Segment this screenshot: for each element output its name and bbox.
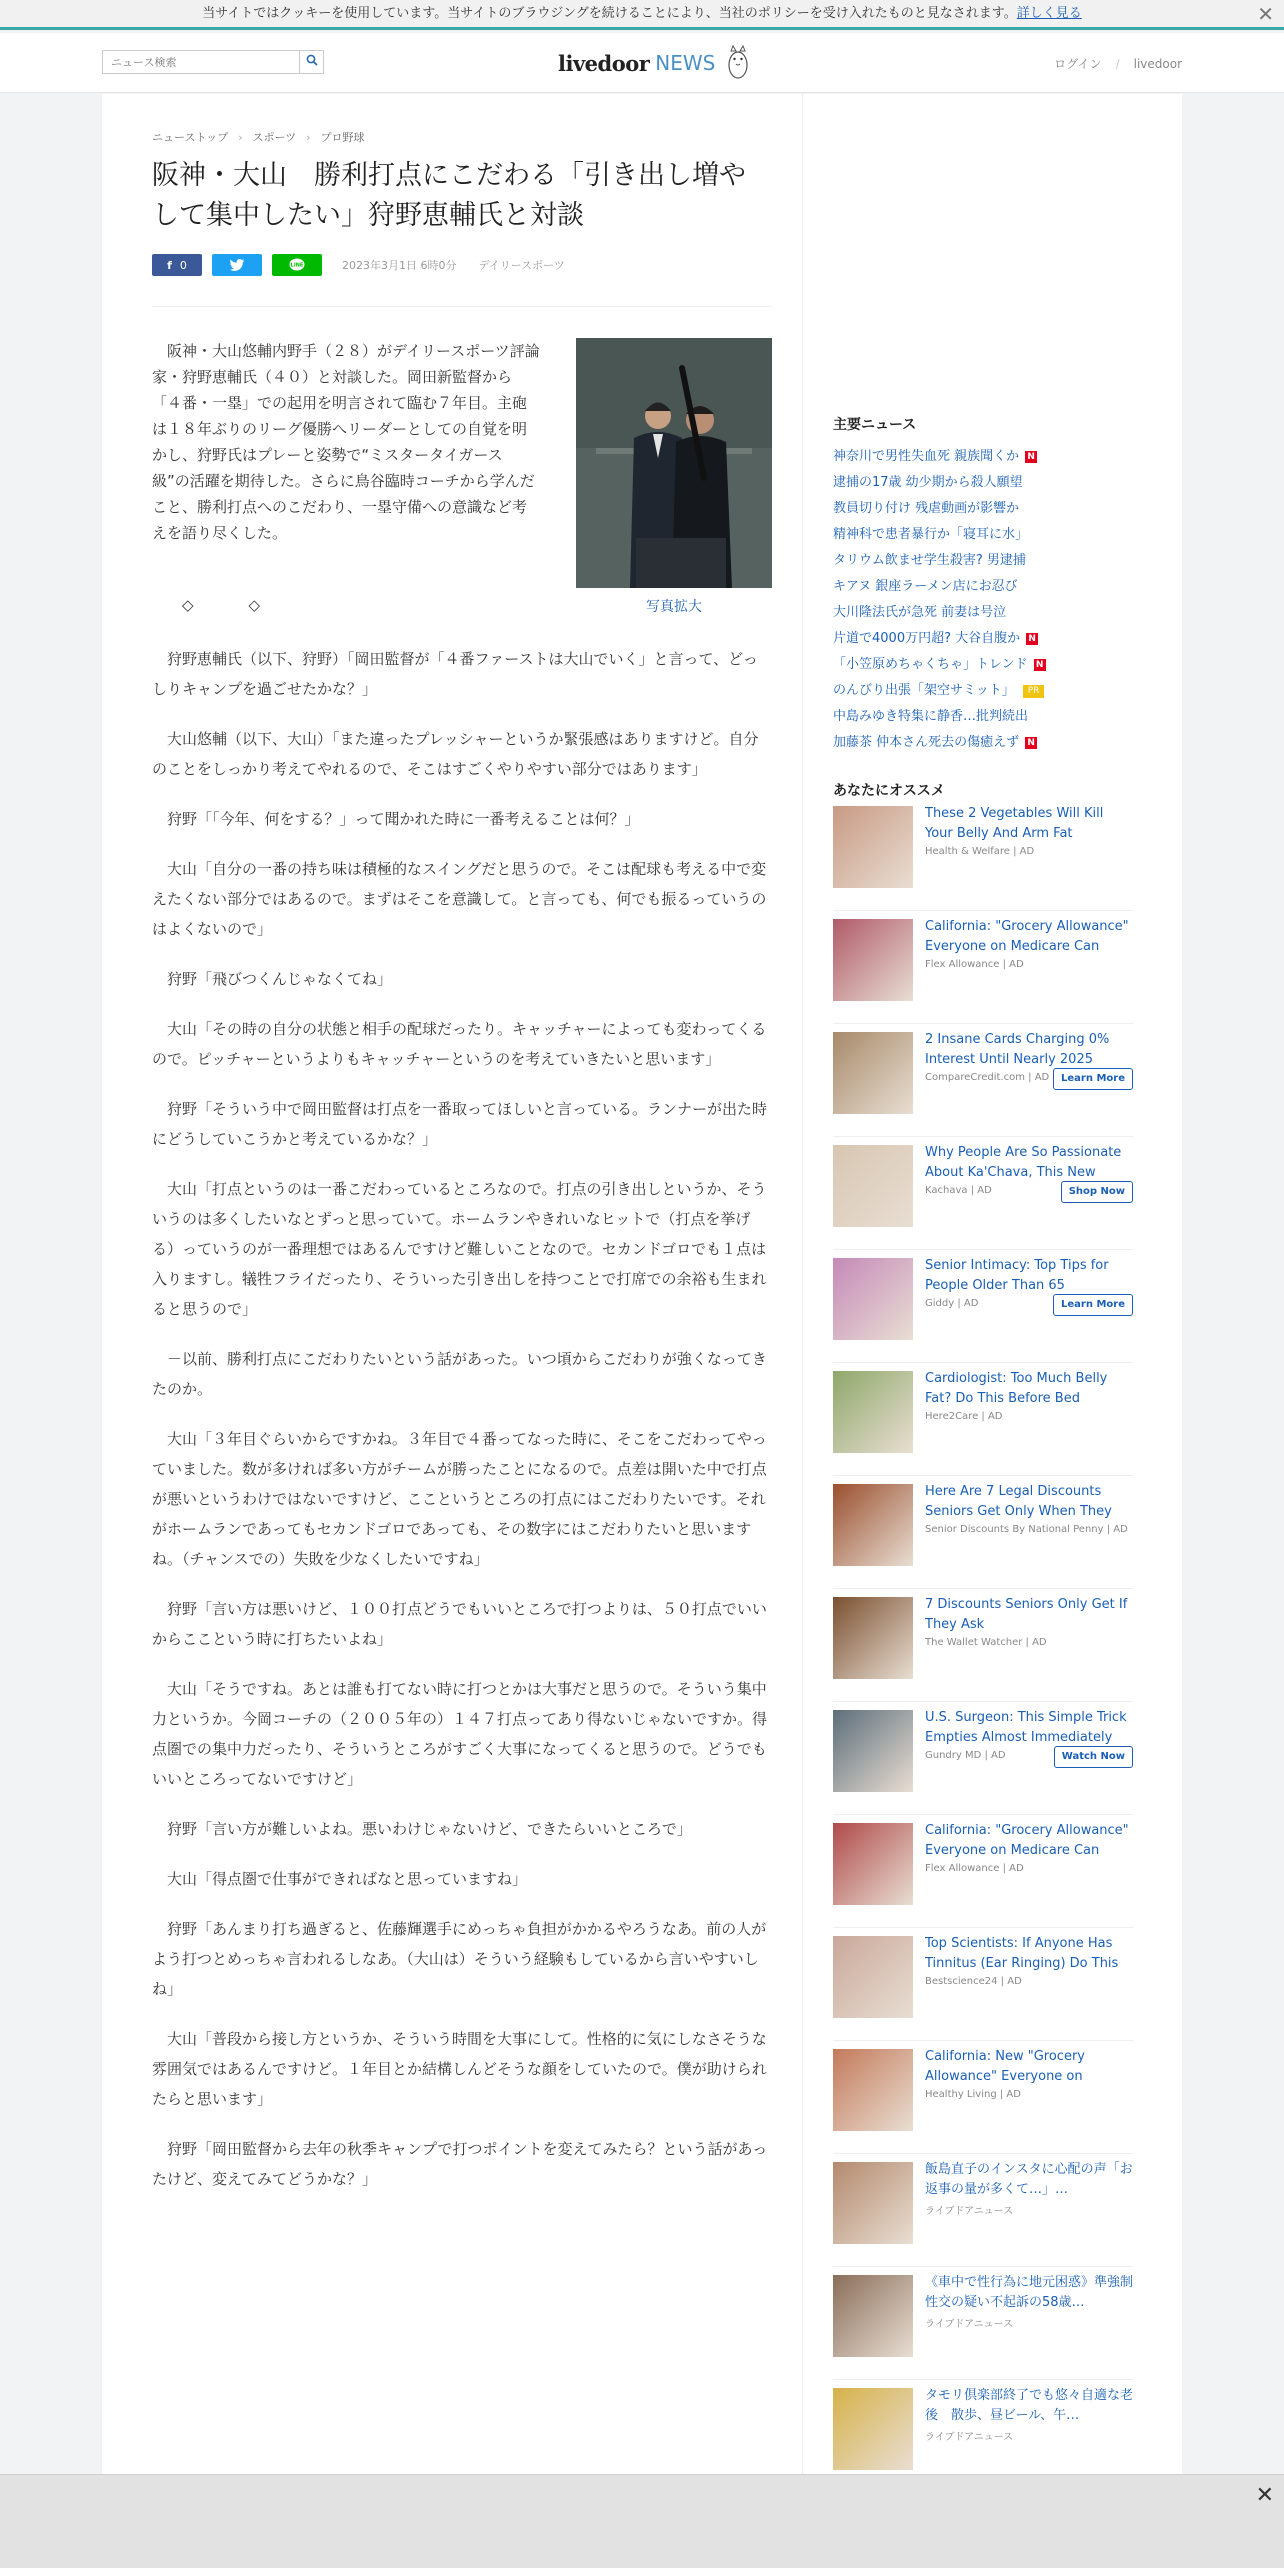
recommend-thumbnail[interactable]: [833, 1710, 913, 1792]
main-news-item[interactable]: [833, 652, 1153, 678]
article-paragraph: 大山「そうですね。あとは誰も打てない時に打つとかは大事だと思うので。そういう集中力というか。今岡コーチの（２００５年の）１４７打点ってあり得ないじゃないですか。得点圏での集中力だったり、そういうところがすごく大事になってくると思うので。どうでもいいところってないですけど」: [152, 1680, 768, 1788]
recommend-source: ライブドアニュース: [925, 2432, 1014, 2443]
main-news-link[interactable]: キアヌ 銀座ラーメン店にお忍び: [833, 579, 1018, 594]
article-paragraph: －以前、勝利打点にこだわりたいという話があった。いつ頃からこだわりが強くなってきたのか。: [152, 1350, 767, 1398]
site-header: [0, 33, 1284, 93]
recommend-title[interactable]: Cardiologist: Too Much Belly Fat? Do This Before Bed: [925, 1371, 1108, 1406]
recommend-title[interactable]: 《車中で性行為に地元困惑》準強制性交の疑い不起訴の58歳…: [925, 2275, 1133, 2310]
recommend-list: [833, 798, 1133, 2474]
article-body: [152, 644, 772, 2214]
recommend-title[interactable]: Senior Intimacy: Top Tips for People Older Than 65: [925, 1258, 1109, 1293]
chevron-right-icon: ›: [306, 131, 311, 144]
recommend-title[interactable]: Why People Are So Passionate About Ka'Chava, This New: [925, 1145, 1122, 1180]
search-box: [102, 50, 324, 74]
photo-illustration: [576, 338, 772, 588]
chevron-right-icon: ›: [238, 131, 243, 144]
main-news-link[interactable]: のんびり出張「架空サミット」: [833, 683, 1015, 698]
recommend-thumbnail[interactable]: [833, 1032, 913, 1114]
main-news-item[interactable]: [833, 600, 1153, 626]
recommend-source: Gundry MD | AD: [925, 1750, 1006, 1761]
facebook-icon: f: [167, 258, 172, 272]
main-news-link[interactable]: 逮捕の17歳 幼少期から殺人願望: [833, 475, 1023, 490]
recommend-item[interactable]: [833, 798, 1133, 911]
article-paragraph: 大山「得点圏で仕事ができればなと思っていますね」: [167, 1870, 528, 1888]
recommend-source: Bestscience24 | AD: [925, 1976, 1022, 1987]
recommend-heading: あなたにオススメ: [833, 783, 945, 799]
recommend-item[interactable]: [833, 2154, 1133, 2267]
recommend-source: Here2Care | AD: [925, 1411, 1003, 1422]
main-news-item[interactable]: [833, 704, 1153, 730]
recommend-thumbnail[interactable]: [833, 1936, 913, 2018]
recommend-item[interactable]: [833, 1589, 1133, 1702]
recommend-cta-button[interactable]: Learn More: [1053, 1294, 1133, 1316]
main-news-list: [833, 444, 1153, 756]
header-divider: [152, 306, 772, 307]
main-news-item[interactable]: [833, 496, 1153, 522]
recommend-title[interactable]: 7 Discounts Seniors Only Get If They Ask: [925, 1597, 1128, 1632]
recommend-source: Flex Allowance | AD: [925, 959, 1024, 970]
article-paragraph: 狩野「飛びつくんじゃなくてね」: [167, 970, 393, 988]
recommend-thumbnail[interactable]: [833, 1823, 913, 1905]
twitter-icon: [230, 259, 244, 271]
main-news-item[interactable]: [833, 678, 1153, 704]
article-paragraph: 狩野「そういう中で岡田監督は打点を一番取ってほしいと言っている。ランナーが出た時にどうしていこうかと考えているかな？」: [152, 1100, 768, 1148]
svg-text:LINE: LINE: [290, 262, 304, 269]
breadcrumb-item-baseball[interactable]: プロ野球: [320, 131, 365, 144]
recommend-thumbnail[interactable]: [833, 1258, 913, 1340]
main-news-item[interactable]: [833, 444, 1153, 470]
site-logo[interactable]: [558, 45, 753, 81]
article-paragraph: 大山「普段から接し方というか、そういう時間を大事にして。性格的に気にしなさそうな雰囲気ではあるんですけど。１年目とか結構しんどそうな顔をしていたので。僕が助けられたらと思います」: [152, 2030, 767, 2108]
cookie-banner: [0, 0, 1284, 30]
recommend-source: Giddy | AD: [925, 1298, 979, 1309]
recommend-source: Kachava | AD: [925, 1185, 992, 1196]
recommend-thumbnail[interactable]: [833, 806, 913, 888]
article-paragraph: 大山「打点というのは一番こだわっているところなので。打点の引き出しというか、そういうのは多くしたいなとずっと思っていて。ホームランやきれいなヒットで（打点を挙げる）っていうのが一番理想ではあるんですけど難しいことなので。セカンドゴロでも１点は入りますし。犠牲フライだったり、そういった引き出しを持つことで打席での余裕も生まれると思うので」: [152, 1180, 767, 1318]
article-paragraph: 大山「その時の自分の状態と相手の配球だったり。キャッチャーによっても変わってくるので。ピッチャーというよりもキャッチャーというのを考えていきたいと思います」: [152, 1020, 767, 1068]
article-paragraph: 大山悠輔（以下、大山）「また違ったプレッシャーというか緊張感はありますけど。自分のことをしっかり考えてやれるので、そこはすごくやりやすい部分ではあります」: [152, 730, 759, 778]
recommend-item[interactable]: [833, 1024, 1133, 1137]
recommend-source: The Wallet Watcher | AD: [925, 1637, 1047, 1648]
recommend-source: ライブドアニュース: [925, 2206, 1014, 2217]
new-badge: N: [1026, 633, 1038, 645]
ad-slot: [823, 114, 1163, 394]
photo-enlarge-link[interactable]: 写真拡大: [646, 599, 702, 615]
recommend-item[interactable]: [833, 1815, 1133, 1928]
line-icon: [289, 258, 305, 272]
main-news-link[interactable]: 中島みゆき特集に静香…批判続出: [833, 709, 1029, 724]
article-lead: 阪神・大山悠輔内野手（２８）がデイリースポーツ評論家・狩野恵輔氏（４０）と対談した。岡田新監督から「４番・一塁」での起用を明言されて臨む７年目。主砲は１８年ぶりのリーグ優勝へリーダーとしての自覚を明かし、狩野氏はプレーと姿勢で“ミスタータイガース級”の活躍を期待した。さらに鳥谷臨時コーチから学んだこと、勝利打点へのこだわり、一塁守備への意識など考えを語り尽くした。: [152, 342, 540, 542]
search-input[interactable]: [103, 52, 299, 74]
twitter-share-button[interactable]: [212, 254, 262, 276]
main-news-link[interactable]: 神奈川で男性失血死 親族聞くか: [833, 449, 1020, 464]
recommend-item[interactable]: [833, 1137, 1133, 1250]
recommend-title[interactable]: 2 Insane Cards Charging 0% Interest Until Nearly 2025: [925, 1032, 1110, 1067]
recommend-item[interactable]: [833, 2380, 1133, 2474]
recommend-title[interactable]: Here Are 7 Legal Discounts Seniors Get Only When They: [925, 1484, 1112, 1519]
recommend-title[interactable]: タモリ倶楽部終了でも悠々自適な老後 散歩、昼ビール、午…: [925, 2388, 1133, 2423]
recommend-item[interactable]: [833, 1363, 1133, 1476]
article-paragraph: 狩野「言い方が難しいよね。悪いわけじゃないけど、できたらいいところで」: [167, 1820, 692, 1838]
main-news-item[interactable]: [833, 548, 1153, 574]
cookie-more-link[interactable]: 詳しく見る: [1016, 6, 1082, 21]
main-news-link[interactable]: 「小笠原めちゃくちゃ」トレンド: [833, 657, 1028, 672]
cookie-close-icon[interactable]: ✕: [1257, 2, 1274, 26]
recommend-thumbnail[interactable]: [833, 1597, 913, 1679]
sidebar: [802, 94, 1182, 2474]
article-paragraph: 狩野「「今年、何をする？」って聞かれた時に一番考えることは何？」: [167, 810, 640, 828]
article-paragraph: 大山「３年目ぐらいからですかね。３年目で４番ってなった時に、そこをこだわってやっていました。数が多ければ多い方がチームが勝ったことになるので。点差は開いた中で打点が悪いというわけではないですけど、ここというところの打点にはこだわりたいです。それがホームランであってもセカンドゴロであっても、その数字にはこだわりたいと思いますね。（チャンスでの）失敗を少なくしたいですね」: [152, 1430, 767, 1568]
login-link[interactable]: ログイン: [1054, 57, 1102, 71]
breadcrumb: [152, 129, 365, 145]
recommend-title[interactable]: California: "Grocery Allowance" Everyone on Medicare Can: [925, 1823, 1129, 1858]
livedoor-link[interactable]: livedoor: [1133, 57, 1182, 71]
article-paragraph: 大山「自分の一番の持ち味は積極的なスイングだと思うので。そこは配球も考える中で変えたくない部分ではあるので。まずはそこを意識して。と言っても、何でも振るっていうのはよくないので」: [152, 860, 767, 938]
main-news-link[interactable]: 大川隆法氏が急死 前妻は号泣: [833, 605, 1007, 620]
recommend-title[interactable]: California: New "Grocery Allowance" Everyone on: [925, 2049, 1085, 2084]
facebook-share-button[interactable]: [152, 254, 202, 276]
recommend-source: Healthy Living | AD: [925, 2089, 1021, 2100]
recommend-thumbnail[interactable]: [833, 919, 913, 1001]
main-news-item[interactable]: [833, 470, 1153, 496]
cookie-text: 当サイトではクッキーを使用しています。当サイトのブラウジングを続けることにより、当社のポリシーを受け入れたものと見なされます。: [202, 6, 1017, 21]
share-row: [152, 254, 565, 276]
article-title: 阪神・大山 勝利打点にこだわる「引き出し増やして集中したい」狩野恵輔氏と対談: [152, 160, 746, 231]
search-icon[interactable]: [299, 51, 323, 73]
recommend-thumbnail[interactable]: [833, 1371, 913, 1453]
recommend-item[interactable]: [833, 1250, 1133, 1363]
main-news-link[interactable]: 精神科で患者暴行か「寝耳に水」: [833, 527, 1029, 542]
recommend-title[interactable]: U.S. Surgeon: This Simple Trick Empties Almost Immediately: [925, 1710, 1127, 1745]
mascot-icon: [723, 45, 753, 81]
recommend-thumbnail[interactable]: [833, 2388, 913, 2470]
header-links: [1040, 55, 1182, 72]
recommend-thumbnail[interactable]: [833, 1484, 913, 1566]
recommend-thumbnail[interactable]: [833, 2275, 913, 2357]
recommend-title[interactable]: These 2 Vegetables Will Kill Your Belly And Arm Fat: [925, 806, 1104, 841]
recommend-source: Senior Discounts By National Penny | AD: [925, 1524, 1128, 1535]
main-news-item[interactable]: [833, 730, 1153, 756]
recommend-item[interactable]: [833, 1928, 1133, 2041]
bottom-ad-bar: [0, 2474, 1284, 2568]
new-badge: N: [1025, 737, 1037, 749]
facebook-share-count: 0: [179, 258, 187, 272]
recommend-item[interactable]: [833, 911, 1133, 1024]
pr-badge: PR: [1023, 685, 1045, 698]
logo-wordmark: livedoor: [558, 50, 650, 76]
recommend-title[interactable]: Top Scientists: If Anyone Has Tinnitus (Ear Ringing) Do This: [925, 1936, 1119, 1971]
article-paragraph: 狩野「あんまり打ち過ぎると、佐藤輝選手にめっちゃ負担がかかるやろうなあ。前の人がよう打つとめっちゃ言われるしなあ。（大山は）そういう経験もしているから言いやすいしね」: [152, 1920, 767, 1998]
article-paragraph: 狩野「岡田監督から去年の秋季キャンプで打つポイントを変えてみたら？という話があったけど、変えてみてどうかな？」: [152, 2140, 768, 2188]
recommend-source: Health & Welfare | AD: [925, 846, 1035, 857]
recommend-item[interactable]: [833, 1702, 1133, 1815]
recommend-cta-button[interactable]: Shop Now: [1061, 1181, 1133, 1203]
recommend-thumbnail[interactable]: [833, 1145, 913, 1227]
close-icon[interactable]: ✕: [1255, 2483, 1274, 2508]
article-paragraph: 狩野恵輔氏（以下、狩野）「岡田監督が「４番ファーストは大山でいく」と言って、どっしりキャンプを過ごせたかな？」: [152, 650, 758, 698]
recommend-source: CompareCredit.com | AD: [925, 1072, 1050, 1083]
recommend-title[interactable]: 飯島直子のインスタに心配の声「お返事の量が多くて…」…: [925, 2162, 1133, 2197]
main-news-item[interactable]: [833, 522, 1153, 548]
recommend-source: Flex Allowance | AD: [925, 1863, 1024, 1874]
article-source[interactable]: デイリースポーツ: [478, 259, 565, 272]
article-column: [102, 94, 802, 2474]
article-date: 2023年3月1日 6時0分: [342, 259, 457, 272]
breadcrumb-item-news-top[interactable]: ニューストップ: [152, 131, 229, 144]
recommend-thumbnail[interactable]: [833, 2162, 913, 2244]
recommend-cta-button[interactable]: Watch Now: [1054, 1746, 1133, 1768]
main-news-link[interactable]: 片道で4000万円超? 大谷自腹か: [833, 631, 1021, 646]
recommend-cta-button[interactable]: Learn More: [1053, 1068, 1133, 1090]
recommend-title[interactable]: California: "Grocery Allowance" Everyone on Medicare Can: [925, 919, 1129, 954]
article-paragraph: 狩野「言い方は悪いけど、１００打点どうでもいいところで打つよりは、５０打点でいいからここという時に打ちたいよね」: [152, 1600, 767, 1648]
header-separator: /: [1115, 57, 1120, 71]
breadcrumb-item-sports[interactable]: スポーツ: [252, 131, 297, 144]
main-news-link[interactable]: 教員切り付け 残虐動画が影響か: [833, 501, 1020, 516]
logo-news: NEWS: [655, 51, 716, 75]
recommend-item[interactable]: [833, 2041, 1133, 2154]
line-share-button[interactable]: [272, 254, 322, 276]
recommend-source: ライブドアニュース: [925, 2319, 1014, 2330]
main-news-item[interactable]: [833, 626, 1153, 652]
new-badge: N: [1025, 451, 1037, 463]
section-divider-diamonds: ◇ ◇: [182, 596, 281, 614]
recommend-thumbnail[interactable]: [833, 2049, 913, 2131]
main-news-item[interactable]: [833, 574, 1153, 600]
new-badge: N: [1034, 659, 1046, 671]
article-photo[interactable]: [576, 338, 772, 588]
main-news-link[interactable]: タリウム飲ませ学生殺害? 男逮捕: [833, 553, 1026, 568]
main-news-link[interactable]: 加藤茶 仲本さん死去の傷癒えず: [833, 735, 1020, 750]
main-news-heading: 主要ニュース: [833, 417, 917, 433]
recommend-item[interactable]: [833, 1476, 1133, 1589]
recommend-item[interactable]: [833, 2267, 1133, 2380]
